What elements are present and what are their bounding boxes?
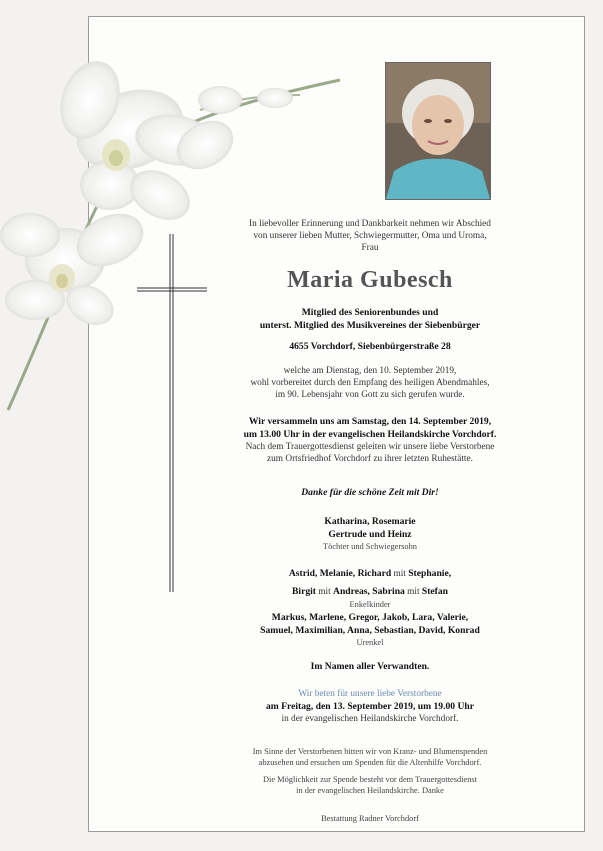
grandchildren-block	[210, 563, 530, 610]
thanks-line: Danke für die schöne Zeit mit Dir!	[301, 487, 439, 498]
intro-line: von unserer lieben Mutter, Schwiegermutter, Oma und Uroma,	[253, 231, 487, 241]
funeral-block	[210, 415, 530, 465]
great-grandchildren-block	[210, 611, 530, 648]
death-block	[210, 365, 530, 401]
thanks-block	[210, 486, 530, 499]
donation-line: Die Möglichkeit zur Spende besteht vor dem Trauergottesdienst	[262, 775, 478, 784]
daughters-names: Katharina, Rosemarie	[324, 516, 416, 527]
daughters-label: Töchter und Schwiegersohn	[323, 542, 417, 551]
funeral-line: zum Ortsfriedhof Vorchdorf zu ihrer letzten Ruhestätte.	[267, 454, 473, 464]
death-line: wohl vorbereitet durch den Empfang des heiligen Abendmahles,	[250, 378, 490, 388]
death-line: welche am Dienstag, den 10. September 2019,	[283, 366, 457, 376]
funeral-bold-line: um 13.00 Uhr in der evangelischen Heilandskirche Vorchdorf.	[243, 429, 497, 440]
grandchildren-label: Enkelkinder	[349, 600, 391, 609]
relatives-block	[210, 660, 530, 673]
daughters-names: Gertrude und Heinz	[328, 529, 412, 540]
donation-line: Im Sinne der Verstorbenen bitten wir von Kranz- und Blumenspenden	[252, 747, 488, 756]
great-grandchildren-names: Markus, Marlene, Gregor, Jakob, Lara, Valerie,	[271, 612, 469, 623]
donation-line: abzusehen und ersuchen um Spenden für die Altenhilfe Vorchdorf.	[258, 758, 482, 767]
deceased-name-block	[210, 266, 530, 294]
prayer-intro: Wir beten für unsere liebe Verstorbene	[298, 689, 442, 699]
donation-block	[210, 746, 530, 796]
membership-line: Mitglied des Seniorenbundes und	[301, 307, 439, 318]
prayer-location: in der evangelischen Heilandskirche Vorchdorf.	[281, 714, 459, 724]
funeral-line: Nach dem Trauergottesdienst geleiten wir unsere liebe Verstorbene	[245, 442, 495, 452]
grandchild-connector: mit	[404, 587, 422, 597]
portrait-photo	[385, 62, 491, 200]
daughters-block	[210, 515, 530, 552]
donation-line: in der evangelischen Heilandskirche. Danke	[296, 786, 444, 795]
grandchild-connector: mit	[391, 569, 409, 579]
funeral-bold-line: Wir versammeln uns am Samstag, den 14. September 2019,	[248, 416, 492, 427]
grandchild-names: Stefan	[421, 586, 448, 597]
grandchild-connector: mit	[315, 587, 334, 597]
membership-line: unterst. Mitglied des Musikvereines der Siebenbürger	[259, 320, 481, 331]
grandchildren-line	[210, 581, 530, 599]
great-grandchildren-label: Urenkel	[356, 638, 384, 647]
relatives-line: Im Namen aller Verwandten.	[310, 661, 430, 672]
grandchildren-line	[210, 563, 530, 581]
great-grandchildren-names: Samuel, Maximilian, Anna, Sebastian, David, Konrad	[260, 625, 480, 636]
address: 4655 Vorchdorf, Siebenbürgerstraße 28	[289, 341, 451, 352]
funeral-home: Bestattung Radner Vorchdorf	[321, 814, 419, 823]
prayer-date: am Freitag, den 13. September 2019, um 19.00 Uhr	[265, 701, 475, 712]
grandchild-names: Astrid, Melanie, Richard	[288, 568, 392, 579]
cross-symbol	[137, 234, 207, 592]
intro-line: Frau	[361, 243, 379, 253]
intro-block	[210, 218, 530, 254]
membership-block	[210, 306, 530, 353]
grandchild-names: Andreas, Sabrina	[333, 586, 405, 597]
death-line: im 90. Lebensjahr von Gott zu sich gerufen wurde.	[275, 390, 465, 400]
grandchild-names: Birgit	[292, 586, 316, 597]
intro-line: In liebevoller Erinnerung und Dankbarkeit nehmen wir Abschied	[249, 219, 491, 229]
grandchild-names: Stephanie,	[408, 568, 452, 579]
deceased-name: Maria Gubesch	[287, 267, 453, 293]
prayer-block	[210, 688, 530, 725]
